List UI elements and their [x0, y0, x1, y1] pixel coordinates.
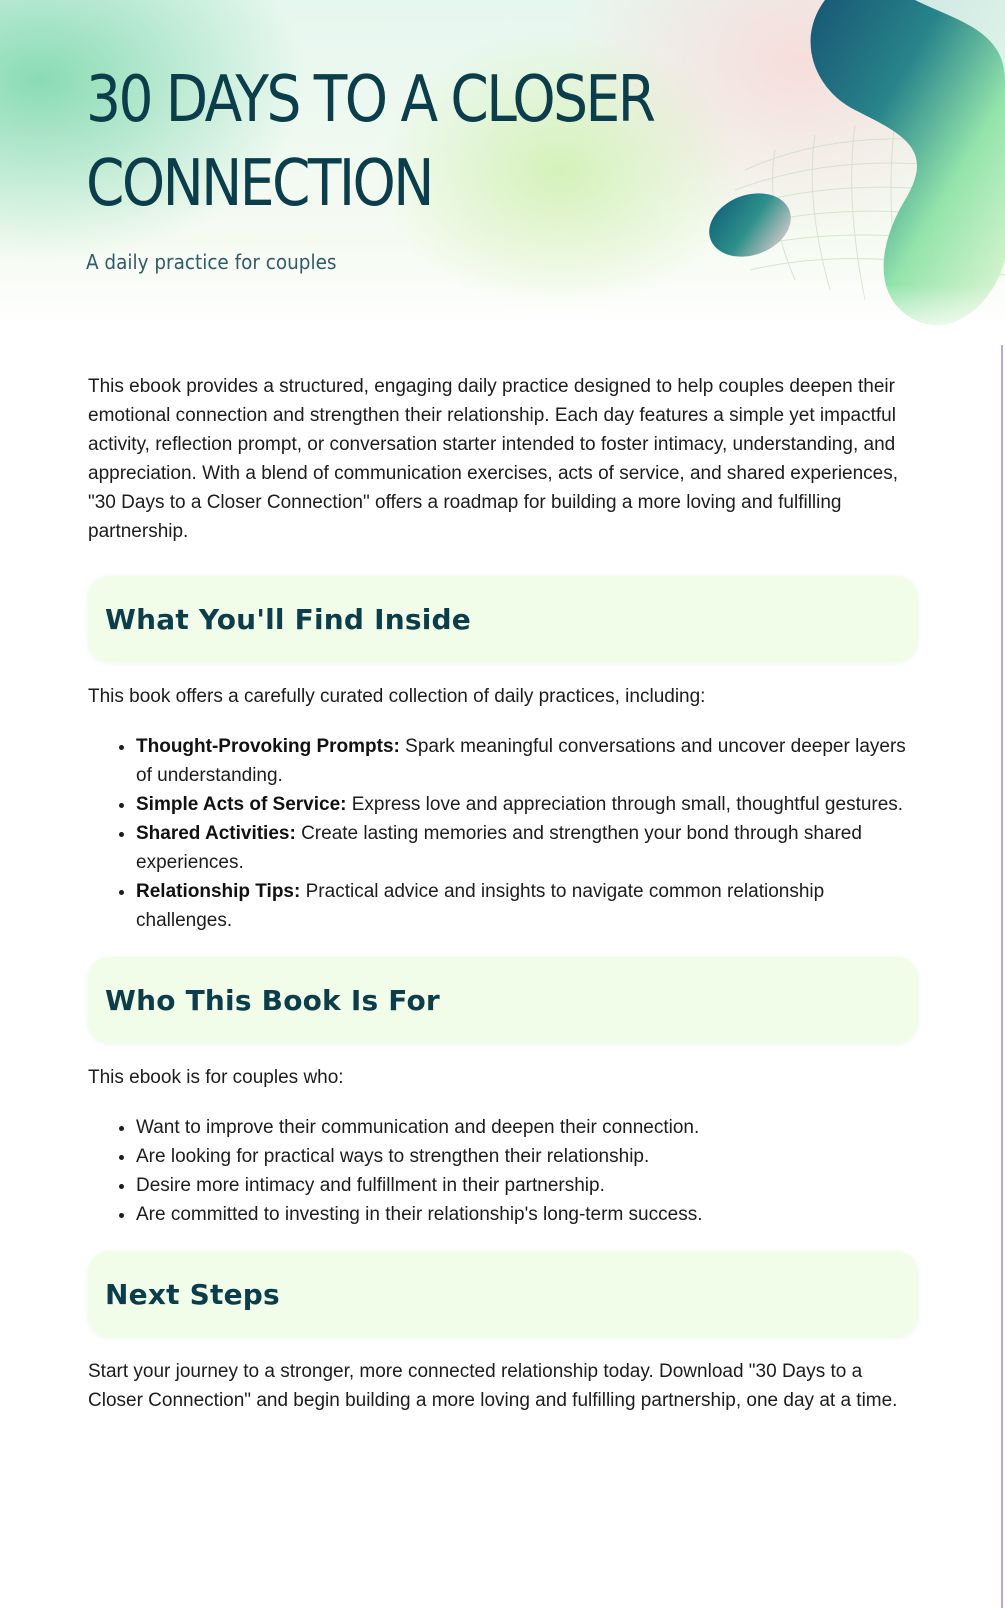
list-item-text: Practical advice and insights to navigate common relationship challenges. [136, 881, 825, 931]
section-find-inside [88, 576, 918, 935]
section-who-for [88, 957, 918, 1229]
list-item: • Want to improve their communication and deepen their connection. [136, 1113, 918, 1142]
section-next-steps [88, 1251, 918, 1415]
section-heading: Next Steps [105, 1277, 280, 1311]
hero-banner [0, 0, 1005, 345]
list-item-text: Spark meaningful conversations and uncover deeper layers of understanding. [136, 736, 906, 786]
audience-list [88, 1113, 918, 1229]
list-item-term: Relationship Tips: [136, 881, 301, 902]
intro-paragraph: This ebook provides a structured, engaging daily practice designed to help couples deepen their emotional connection and strengthen their relationship. Each day features a simple yet impactful activity, reflection prompt, or conversation starter intended to foster intimacy, understanding, and appreciation. With a blend of communication exercises, acts of service, and shared experiences, "30 Days to a Closer Connection" offers a roadmap for building a more loving and fulfilling partnership. [88, 376, 899, 542]
page-subtitle: A daily practice for couples [86, 250, 337, 274]
list-item [136, 790, 918, 819]
list-item-text: Create lasting memories and strengthen your bond through shared experiences. [136, 823, 862, 873]
section-heading-box [88, 957, 918, 1043]
feature-list [88, 732, 918, 935]
list-item [136, 877, 918, 935]
section-heading: What You'll Find Inside [105, 602, 471, 636]
section-lead: This book offers a carefully curated collection of daily practices, including: [88, 686, 706, 707]
page-title: 30 DAYS TO A CLOSER CONNECTION [86, 63, 654, 221]
section-heading-box [88, 576, 918, 662]
abstract-blob-illustration [705, 0, 1005, 340]
section-heading: Who This Book Is For [105, 983, 440, 1017]
main-content [88, 372, 918, 1415]
list-item: • Are committed to investing in their relationship's long-term success. [136, 1200, 918, 1229]
list-item: • Desire more intimacy and fulfillment in their partnership. [136, 1171, 918, 1200]
section-heading-box [88, 1251, 918, 1337]
section-lead: This ebook is for couples who: [88, 1067, 344, 1088]
list-item-term: Shared Activities: [136, 823, 296, 844]
list-item: • Are looking for practical ways to strengthen their relationship. [136, 1142, 918, 1171]
list-item-term: Simple Acts of Service: [136, 794, 347, 815]
next-steps-paragraph: Start your journey to a stronger, more connected relationship today. Download "30 Days to a Closer Connection" and begin building a more loving and fulfilling partnership, one day at a time. [88, 1361, 898, 1411]
list-item [136, 819, 918, 877]
list-item-text: Express love and appreciation through small, thoughtful gestures. [346, 794, 904, 815]
list-item [136, 732, 918, 790]
list-item-term: Thought-Provoking Prompts: [136, 736, 400, 757]
